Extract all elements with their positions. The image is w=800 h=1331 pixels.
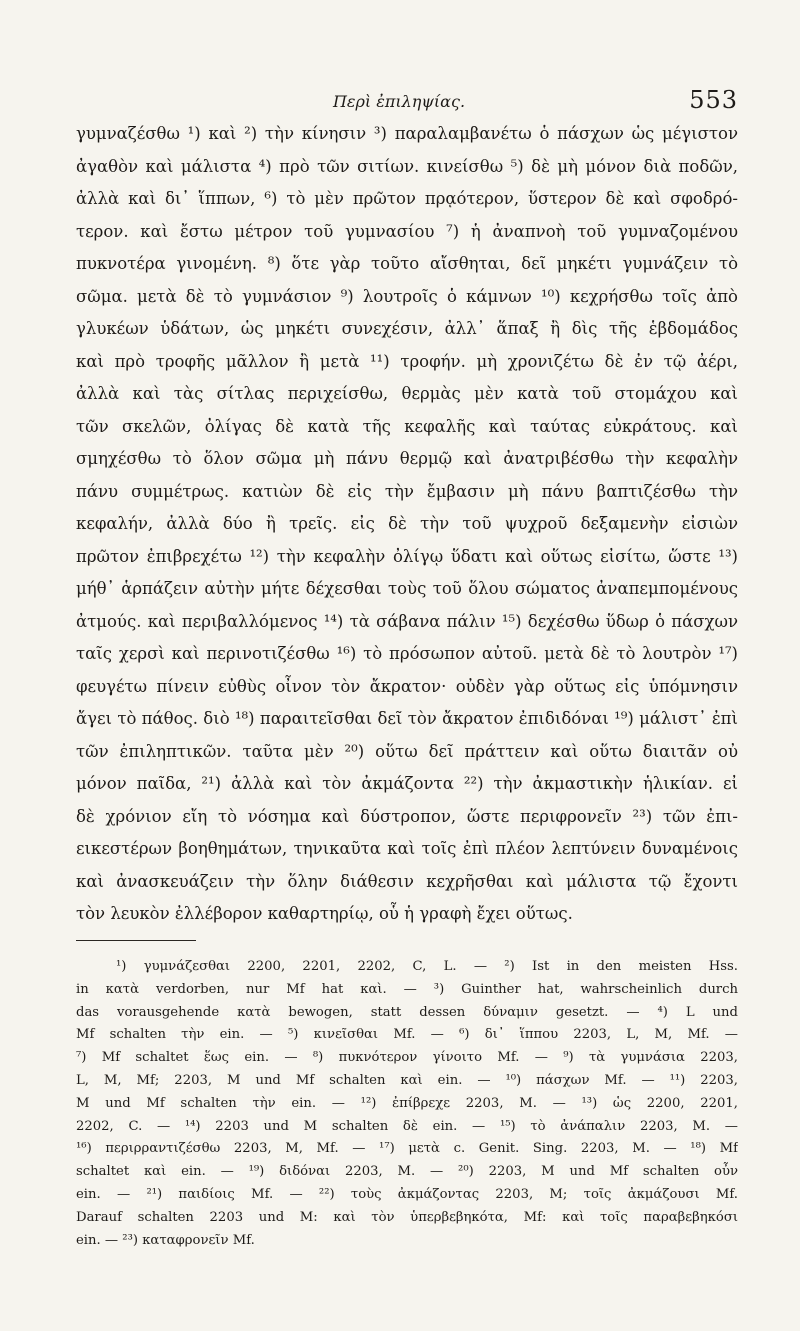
footnote-line: M und Mf schalten τὴν ein. — ¹²) ἐπίβρεχε 2203, M. — ¹³) ὡς 2200, 2201, [76,1095,738,1111]
text-line: τὸν λευκὸν ἐλλέβορον καθαρτηρίῳ, οὗ ἡ γραφὴ ἔχει οὕτως. [76,904,573,923]
footnote-line: 2202, C. — ¹⁴) 2203 und M schalten δὲ ein. — ¹⁵) τὸ ἀνάπαλιν 2203, M. — [76,1118,738,1134]
text-line: ταῖς χερσὶ καὶ περινοτιζέσθω ¹⁶) τὸ πρόσωπον αὐτοῦ. μετὰ δὲ τὸ λουτρὸν ¹⁷) [76,644,738,663]
text-line: πυκνοτέρα γινομένη. ⁸) ὅτε γὰρ τοῦτο αἴσθηται, δεῖ μηκέτι γυμνάζειν τὸ [76,254,738,273]
footnote-line: L, M, Mf; 2203, M und Mf schalten καὶ ein. — ¹⁰) πάσχων Mf. — ¹¹) 2203, [76,1072,738,1088]
footnote-line: Darauf schalten 2203 und M: καὶ τὸν ὑπερβεβηκότα, Mf: καὶ τοῖς παραβεβηκόσι [76,1209,738,1225]
text-line: πρῶτον ἐπιβρεχέτω ¹²) τὴν κεφαλὴν ὀλίγῳ ὕδατι καὶ οὕτως εἰσίτω, ὥστε ¹³) [76,546,738,566]
main-text [76,118,738,931]
footnote-line: in κατὰ verdorben, nur Mf hat καὶ. — ³) Guinther hat, wahrscheinlich durch [76,981,738,997]
text-line: ἄγει τὸ πάθος. διὸ ¹⁸) παραιτεῖσθαι δεῖ τὸν ἄκρατον ἐπιδιδόναι ¹⁹) μάλιστ᾽ ἐπὶ [76,709,738,728]
text-line: τῶν σκελῶν, ὀλίγας δὲ κατὰ τῆς κεφαλῆς καὶ ταύτας εὐκράτους. καὶ [76,416,738,436]
footnote-line: ein. — ²¹) παιδίοις Mf. — ²²) τοὺς ἀκμάζοντας 2203, M; τοῖς ἀκμάζουσι Mf. [76,1186,738,1202]
text-line: φευγέτω πίνειν εὐθὺς οἶνον τὸν ἄκρατον· οὐδὲν γὰρ οὕτως εἰς ὑπόμνησιν [76,676,738,696]
text-line: ἀλλὰ καὶ τὰς σίτλας περιχείσθω, θερμὰς μὲν κατὰ τοῦ στομάχου καὶ [76,384,738,403]
footnote-line: ⁷) Mf schaltet ἕως ein. — ⁸) πυκνότερον γίνοιτο Mf. — ⁹) τὰ γυμνάσια 2203, [76,1050,738,1066]
text-line: καὶ πρὸ τροφῆς μᾶλλον ἢ μετὰ ¹¹) τροφήν. μὴ χρονιζέτω δὲ ἐν τῷ ἀέρι, [76,351,738,371]
footnotes [76,956,738,1252]
text-line: τερον. καὶ ἔστω μέτρον τοῦ γυμνασίου ⁷) ἡ ἀναπνοὴ τοῦ γυμναζομένου [76,221,738,241]
footnote-rule [76,940,196,941]
page-number: 553 [689,86,738,114]
text-line: τῶν ἐπιληπτικῶν. ταῦτα μὲν ²⁰) οὕτω δεῖ πράττειν καὶ οὕτω διαιτᾶν οὐ [76,741,738,761]
text-line: γλυκέων ὑδάτων, ὡς μηκέτι συνεχέσιν, ἀλλ᾽ ἅπαξ ἢ δὶς τῆς ἑβδομάδος [76,319,738,338]
footnote-line: schaltet καὶ ein. — ¹⁹) διδόναι 2203, M. — ²⁰) 2203, M und Mf schalten οὖν [76,1164,738,1180]
text-line: ἀλλὰ καὶ δι᾽ ἵππων, ⁶) τὸ μὲν πρῶτον πρᾳότερον, ὕστερον δὲ καὶ σφοδρό- [76,189,738,208]
text-line: μήθ᾽ ἁρπάζειν αὐτὴν μήτε δέχεσθαι τοὺς τοῦ ὅλου σώματος ἀναπεμπομένους [76,579,738,598]
text-line: καὶ ἀνασκευάζειν τὴν ὅλην διάθεσιν κεχρῆσθαι καὶ μάλιστα τῷ ἔχοντι [76,871,738,891]
text-line: δὲ χρόνιον εἴη τὸ νόσημα καὶ δύστροπον, ὥστε περιφρονεῖν ²³) τῶν ἐπι- [76,806,738,826]
footnote-line: ¹) γυμνάζεσθαι 2200, 2201, 2202, C, L. — ²) Ist in den meisten Hss. [116,959,738,974]
footnote-line: ein. — ²³) καταφρονεῖν Mf. [76,1232,255,1248]
text-line: ἀτμούς. καὶ περιβαλλόμενος ¹⁴) τὰ σάβανα πάλιν ¹⁵) δεχέσθω ὕδωρ ὁ πάσχων [76,611,738,631]
text-line: κεφαλήν, ἀλλὰ δύο ἢ τρεῖς. εἰς δὲ τὴν τοῦ ψυχροῦ δεξαμενὴν εἰσιὼν [76,514,738,533]
footnote-line: ¹⁶) περιρραντιζέσθω 2203, M, Mf. — ¹⁷) μετὰ c. Genit. Sing. 2203, M. — ¹⁸) Mf [76,1141,738,1157]
text-line: ἀγαθὸν καὶ μάλιστα ⁴) πρὸ τῶν σιτίων. κινείσθω ⁵) δὲ μὴ μόνον διὰ ποδῶν, [76,156,738,176]
text-line: γυμναζέσθω ¹) καὶ ²) τὴν κίνησιν ³) παραλαμβανέτω ὁ πάσχων ὡς μέγιστον [76,124,738,143]
footnote-line: Mf schalten τὴν ein. — ⁵) κινεῖσθαι Mf. — ⁶) δι᾽ ἵππου 2203, L, M, Mf. — [76,1027,738,1043]
text-line: σμηχέσθω τὸ ὅλον σῶμα μὴ πάνυ θερμῷ καὶ ἀνατριβέσθω τὴν κεφαλὴν [76,449,738,468]
text-line: μόνον παῖδα, ²¹) ἀλλὰ καὶ τὸν ἀκμάζοντα ²²) τὴν ἀκμαστικὴν ἡλικίαν. εἰ [76,774,738,793]
footnote-line: das vorausgehende κατὰ bewogen, statt dessen δύναμιν gesetzt. — ⁴) L und [76,1004,738,1020]
text-line: πάνυ συμμέτρως. κατιὼν δὲ εἰς τὴν ἔμβασιν μὴ πάνυ βαπτιζέσθω τὴν [76,481,738,501]
running-head [60,86,738,116]
text-line: εικεστέρων βοηθημάτων, τηνικαῦτα καὶ τοῖς ἐπὶ πλέον λεπτύνειν δυναμένοις [76,839,738,858]
text-line: σῶμα. μετὰ δὲ τὸ γυμνάσιον ⁹) λουτροῖς ὁ κάμνων ¹⁰) κεχρήσθω τοῖς ἀπὸ [76,286,738,306]
running-title: Περὶ ἐπιληψίας. [332,92,466,111]
